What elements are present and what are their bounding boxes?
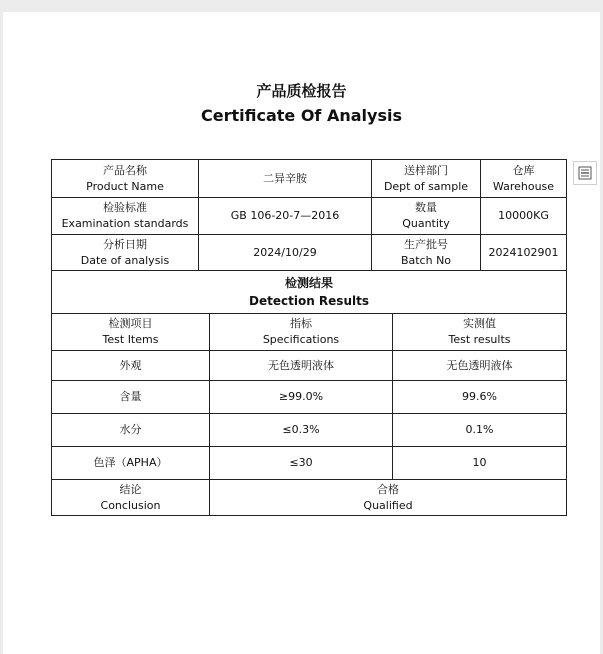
conclusion-label: 结论 Conclusion [100,482,161,512]
results-heading-row [52,270,566,313]
date-label: 分析日期 Date of analysis [80,237,170,267]
scan-qr-icon [578,166,592,180]
results-header-row [52,313,566,350]
standard-value: GB 106-20-7—2016 [198,198,371,234]
test-spec: ≤0.3% [209,414,392,446]
dept-label: 送样部门 Dept of sample [371,160,480,197]
test-result: 99.6% [392,381,566,413]
conclusion-value: 合格 Qualified [209,480,566,515]
info-row-standard [52,197,566,234]
test-item: 水分 [119,423,142,436]
product-name-label: 产品名称 Product Name [86,163,164,193]
quantity-label: 数量 Quantity [371,198,480,234]
batch-label: 生产批号 Batch No [371,235,480,270]
table-row [52,380,566,413]
test-result: 无色透明液体 [392,351,566,380]
test-spec: ≤30 [209,447,392,479]
standard-label: 检验标准 Examination standards [61,201,189,230]
test-spec: 无色透明液体 [209,351,392,380]
batch-value: 2024102901 [480,235,566,270]
certificate-table [51,159,567,516]
info-row-product [52,160,566,197]
test-item: 色泽（APHA） [93,456,168,469]
table-row [52,446,566,479]
test-result: 0.1% [392,414,566,446]
test-item: 外观 [119,358,142,372]
table-row [52,350,566,380]
title-chinese: 产品质检报告 [256,82,347,100]
conclusion-row [52,479,566,515]
results-heading: 检测结果 Detection Results [249,276,369,308]
product-name-value: 二异辛胺 [198,160,371,197]
column-header-specs: 指标 Specifications [209,314,392,350]
test-result: 10 [392,447,566,479]
column-header-items: 检测项目 Test Items [102,317,159,346]
title-english: Certificate Of Analysis [201,106,402,125]
test-spec: ≥99.0% [209,381,392,413]
date-value: 2024/10/29 [198,235,371,270]
info-row-date [52,234,566,270]
table-row [52,413,566,446]
scan-button[interactable] [573,161,597,185]
dept-value: 仓库 Warehouse [480,160,566,197]
test-item: 含量 [119,390,142,403]
quantity-value: 10000KG [480,198,566,234]
column-header-results: 实测值 Test results [392,314,566,350]
